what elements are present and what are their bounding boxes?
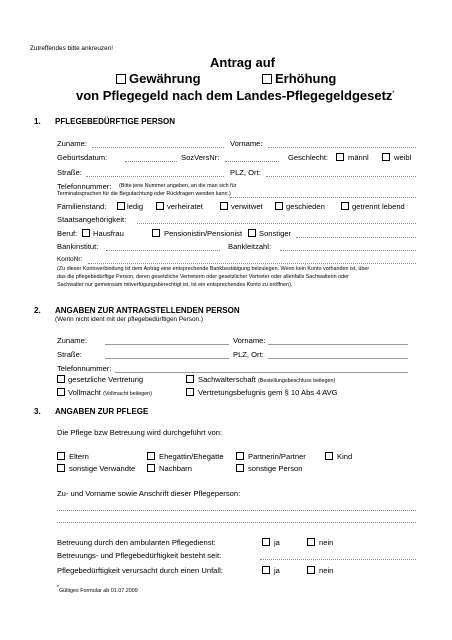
sonstige-verwandte-label: sonstige Verwandte <box>69 464 136 473</box>
unfall-nein-checkbox[interactable] <box>307 566 315 574</box>
pensionist-checkbox[interactable] <box>152 229 160 237</box>
pensionist-label: Pensionistin/Pensionist <box>164 229 243 238</box>
section-3-number: 3. <box>34 407 41 416</box>
gesetzliche-vertretung-label: gesetzliche Vertretung <box>68 375 144 384</box>
seit-question: Betreuungs- und Pflegebedürftigkeit besteht seit: <box>57 551 222 560</box>
sonstiger-label: Sonstiger <box>259 229 292 238</box>
unfall-nein-label: nein <box>319 566 334 575</box>
s2-plz-ort-field[interactable] <box>268 358 408 359</box>
ehegatte-checkbox[interactable] <box>147 452 155 460</box>
partner-checkbox[interactable] <box>236 452 244 460</box>
verwitwet-checkbox[interactable] <box>220 202 228 210</box>
section-2-heading: ANGABEN ZUR ANTRAGSTELLENDEN PERSON <box>55 306 240 315</box>
bankleitzahl-label: Bankleitzahl: <box>228 242 272 251</box>
pflegedienst-nein-checkbox[interactable] <box>307 538 315 546</box>
pflegedienst-ja-checkbox[interactable] <box>262 538 270 546</box>
ledig-checkbox[interactable] <box>117 202 125 210</box>
unfall-ja-checkbox[interactable] <box>262 566 270 574</box>
telefon-note: (Bitte jene Nummer angeben, an die man sich für <box>119 183 237 189</box>
telefon-note-2: Terminabsprachen für die Begutachtung oder Rückfragen wenden kann.) <box>57 191 231 197</box>
zuname-field[interactable] <box>92 147 224 148</box>
kontonr-field[interactable] <box>88 263 416 264</box>
kind-label: Kind <box>337 452 353 461</box>
instruction-hint: Zutreffendes bitte ankreuzen! <box>30 45 114 52</box>
eltern-label: Eltern <box>69 452 89 461</box>
bankinstitut-field[interactable] <box>106 250 220 251</box>
geburtsdatum-label: Geburtsdatum: <box>57 153 108 162</box>
staatsangehoerigkeit-field[interactable] <box>137 223 416 224</box>
verheiratet-checkbox[interactable] <box>156 202 164 210</box>
geburtsdatum-field[interactable] <box>125 161 177 162</box>
pflegeperson-label: Zu- und Vorname sowie Anschrift dieser Pflegeperson: <box>57 489 241 498</box>
partner-label: Partnerin/Partner <box>248 452 306 461</box>
section-2-subheading: (Wenn nicht ident mit der pflegebedürftigen Person.) <box>55 316 204 323</box>
sozversnr-field[interactable] <box>225 161 279 162</box>
weibl-label: weibl <box>394 153 412 162</box>
pflegedienst-nein-label: nein <box>319 538 334 547</box>
getrennt-lebend-label: getrennt lebend <box>352 202 405 211</box>
vollmacht-label: Vollmacht (Vollmacht beilegen) <box>68 388 152 397</box>
unfall-question: Pflegebedürftigkeit verursacht durch einen Unfall: <box>57 566 223 575</box>
sonstige-person-checkbox[interactable] <box>236 464 244 472</box>
kind-checkbox[interactable] <box>325 452 333 460</box>
strasse-label: Straße: <box>57 168 82 177</box>
section-1-number: 1. <box>34 117 41 126</box>
maennl-label: männl <box>348 153 369 162</box>
plz-ort-field[interactable] <box>266 176 416 177</box>
bankleitzahl-field[interactable] <box>280 250 416 251</box>
form-subtitle: von Pflegegeld nach dem Landes-Pflegegeldgesetz* <box>76 88 395 103</box>
unfall-ja-label: ja <box>274 566 280 575</box>
weibl-checkbox[interactable] <box>382 153 390 161</box>
konto-note-2: das die pflegebedürftige Person, deren gesetzliche Vertreterin oder gesetzlicher Vertreter oder allenfalls Sachwalterin oder <box>57 274 349 280</box>
sonstiger-checkbox[interactable] <box>248 229 256 237</box>
gewaehrung-checkbox[interactable] <box>116 74 126 84</box>
beruf-label: Beruf: <box>57 229 78 238</box>
form-title: Antrag auf <box>210 55 275 70</box>
vertretungsbefugnis-checkbox[interactable] <box>186 388 194 396</box>
pflegedienst-question: Betreuung durch den ambulanten Pflegedienst: <box>57 538 216 547</box>
sachwalterschaft-label: Sachwalterschaft (Bestellungsbeschluss beilegen) <box>198 375 336 384</box>
hausfrau-label: Hausfrau <box>93 229 124 238</box>
vertretungsbefugnis-label: Vertretungsbefugnis gem § 10 Abs 4 AVG <box>198 388 338 397</box>
strasse-field[interactable] <box>86 176 224 177</box>
vollmacht-checkbox[interactable] <box>57 388 65 396</box>
plz-ort-label: PLZ, Ort: <box>230 168 261 177</box>
gewaehrung-label: Gewährung <box>129 71 201 86</box>
s2-vorname-label: Vorname: <box>233 336 266 345</box>
geschieden-label: geschieden <box>286 202 325 211</box>
konto-note-3: Sachwalter nur gemeinsam mitverfügungsberechtigt ist, ist ein entsprechendes Konto zu eröffnen). <box>57 282 293 288</box>
pflegedienst-ja-label: ja <box>274 538 280 547</box>
section-3-heading: ANGABEN ZUR PFLEGE <box>55 407 149 416</box>
erhoehung-label: Erhöhung <box>275 71 337 86</box>
geschlecht-label: Geschlecht: <box>288 153 329 162</box>
s2-zuname-label: Zuname: <box>57 336 87 345</box>
zuname-label: Zuname: <box>57 139 87 148</box>
telefon-field[interactable] <box>230 197 416 198</box>
section-1-heading: PFLEGEBEDÜRFTIGE PERSON <box>55 117 176 126</box>
bankinstitut-label: Bankinstitut: <box>57 242 99 251</box>
s2-telefon-label: Telefonnummer: <box>57 364 112 373</box>
vorname-field[interactable] <box>268 147 416 148</box>
staatsangehoerigkeit-label: Staatsangehörigkeit: <box>57 215 127 224</box>
sonstige-verwandte-checkbox[interactable] <box>57 464 65 472</box>
gesetzliche-vertretung-checkbox[interactable] <box>57 375 65 383</box>
geschieden-checkbox[interactable] <box>275 202 283 210</box>
konto-note-1: (Zu dieser Kontoverbindung ist dem Antrag eine entsprechende Bankbestätigung beizulegen. Wenn kein Konto vorhanden ist, über <box>57 266 370 272</box>
ledig-label: ledig <box>127 202 144 211</box>
familienstand-label: Familienstand: <box>57 202 107 211</box>
erhoehung-checkbox[interactable] <box>262 74 272 84</box>
s2-strasse-label: Straße: <box>57 350 82 359</box>
ehegatte-label: Ehegattin/Ehegatte <box>159 452 224 461</box>
s2-vorname-field[interactable] <box>268 344 408 345</box>
s2-plz-ort-label: PLZ, Ort: <box>233 350 264 359</box>
pflegeperson-line-1[interactable] <box>57 510 416 511</box>
sachwalterschaft-checkbox[interactable] <box>186 375 194 383</box>
section-2-number: 2. <box>34 306 41 315</box>
telefon-label: Telefonnummer: <box>57 182 112 191</box>
kontonr-label: KontoNr: <box>57 256 83 263</box>
hausfrau-checkbox[interactable] <box>82 229 90 237</box>
vorname-label: Vorname: <box>230 139 263 148</box>
pflege-intro: Die Pflege bzw Betreuung wird durchgeführt von: <box>57 428 223 437</box>
s2-zuname-field[interactable] <box>105 344 229 345</box>
pflegeperson-line-2[interactable] <box>57 522 416 523</box>
sonstiger-field[interactable] <box>296 237 416 238</box>
sozversnr-label: SozVersNr: <box>181 153 220 162</box>
s2-telefon-field[interactable] <box>115 372 408 373</box>
getrennt-lebend-checkbox[interactable] <box>341 202 349 210</box>
nachbarn-label: Nachbarn <box>159 464 192 473</box>
s2-strasse-field[interactable] <box>105 358 229 359</box>
seit-field[interactable] <box>260 559 416 560</box>
eltern-checkbox[interactable] <box>57 452 65 460</box>
verwitwet-label: verwitwet <box>231 202 263 211</box>
footnote: *Gültiges Formular ab 01.07.2009 <box>57 585 138 594</box>
nachbarn-checkbox[interactable] <box>147 464 155 472</box>
sonstige-person-label: sonstige Person <box>248 464 303 473</box>
maennl-checkbox[interactable] <box>336 153 344 161</box>
verheiratet-label: verheiratet <box>167 202 203 211</box>
